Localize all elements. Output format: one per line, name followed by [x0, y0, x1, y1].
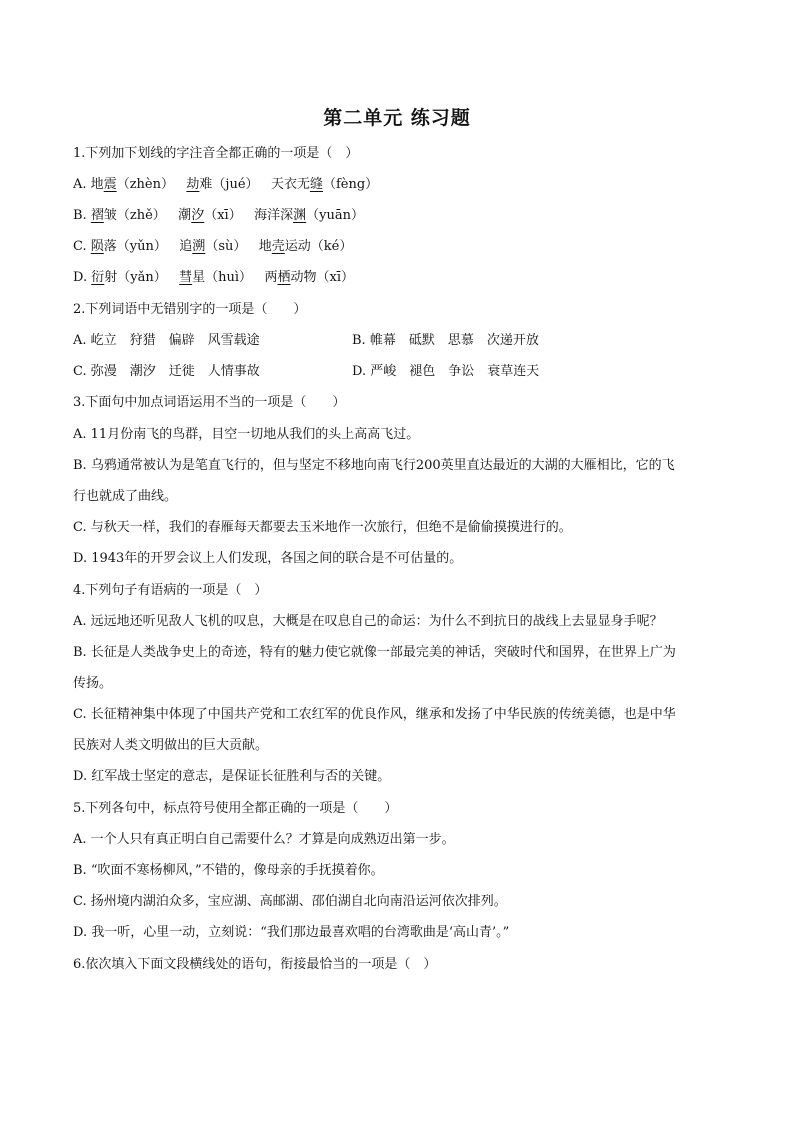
- underlined-char: 震: [103, 177, 117, 192]
- question-5-option-d: D. 我一听，心里一动，立刻说：“我们那边最喜欢唱的台湾歌曲是‘高山青’。”: [73, 925, 510, 940]
- question-6-stem: 6.依次填入下面文段横线处的语句，衔接最恰当的一项是（ ）: [73, 957, 437, 972]
- question-2-option-c: C. 弥漫 潮汐 迁徙 人情事故: [73, 364, 260, 379]
- question-2-option-a: A. 屹立 狩猎 偏辟 风雪载途: [73, 333, 260, 348]
- underlined-char: 褶: [90, 208, 104, 223]
- question-3-stem: 3.下面句中加点词语运用不当的一项是（ ）: [73, 395, 346, 410]
- question-1-option-d: D. 衍射（yǎn） 彗星（huì） 两栖动物（xī）: [73, 270, 354, 285]
- underlined-char: 栖: [277, 270, 291, 285]
- question-3-option-d: D. 1943年的开罗会议上人们发现，各国之间的联合是不可估量的。: [73, 551, 463, 566]
- question-1-option-b: B. 褶皱（zhě） 潮汐（xī） 海洋深渊（yuān）: [73, 208, 364, 223]
- underlined-char: 缝: [309, 177, 323, 192]
- question-2-option-b: B. 帷幕 砥默 思慕 次递开放: [352, 333, 539, 348]
- question-4-option-b-line2: 传扬。: [73, 676, 113, 691]
- question-5-option-b: B. “吹面不寒杨柳风，”不错的，像母亲的手抚摸着你。: [73, 863, 384, 878]
- question-4-option-c-line2: 民族对人类文明做出的巨大贡献。: [73, 738, 269, 753]
- question-3-option-b-line1: B. 乌鸦通常被认为是笔直飞行的，但与坚定不移地向南飞行200英里直达最近的大湖的大雁相比，它的飞: [73, 458, 675, 473]
- question-1-option-c: C. 陨落（yǔn） 追溯（sù） 地壳运动（ké）: [73, 239, 353, 254]
- question-5-option-a: A. 一个人只有真正明白自己需要什么？才算是向成熟迈出第一步。: [73, 832, 455, 847]
- underlined-char: 彗: [179, 270, 193, 285]
- underlined-char: 壳: [271, 239, 285, 254]
- question-1-option-a: A. 地震（zhèn） 劫难（jué） 天衣无缝（fèng）: [73, 177, 379, 192]
- question-4-option-b-line1: B. 长征是人类战争史上的奇迹，特有的魅力使它就像一部最完美的神话，突破时代和国界，在世界上广为: [73, 645, 676, 660]
- underlined-char: 衍: [91, 270, 105, 285]
- question-2-stem: 2.下列词语中无错别字的一项是（ ）: [73, 302, 307, 317]
- page-title: 第二单元 练习题: [323, 107, 471, 129]
- question-2-option-d: D. 严峻 褪色 争讼 衰草连天: [352, 364, 540, 379]
- question-4-option-a: A. 远远地还听见敌人飞机的叹息，大概是在叹息自己的命运：为什么不到抗日的战线上去显显身手呢？: [73, 614, 663, 629]
- question-3-option-c: C. 与秋天一样，我们的春雁每天都要去玉米地作一次旅行，但绝不是偷偷摸摸进行的。: [73, 520, 572, 535]
- question-3-option-a: A. 11月份南飞的鸟群，目空一切地从我们的头上高高飞过。: [73, 427, 420, 442]
- question-5-option-c: C. 扬州境内湖泊众多，宝应湖、高邮湖、邵伯湖自北向南沿运河依次排列。: [73, 894, 507, 909]
- question-3-option-b-line2: 行也就成了曲线。: [73, 489, 178, 504]
- question-4-option-c-line1: C. 长征精神集中体现了中国共产党和工农红军的优良作风，继承和发扬了中华民族的传统美德，也是中华: [73, 707, 676, 722]
- underlined-char: 劫: [186, 177, 200, 192]
- question-5-stem: 5.下列各句中，标点符号使用全都正确的一项是（ ）: [73, 801, 398, 816]
- underlined-char: 汐: [191, 208, 205, 223]
- underlined-char: 陨: [90, 239, 104, 254]
- question-4-stem: 4.下列句子有语病的一项是（ ）: [73, 583, 268, 598]
- question-1-stem: 1.下列加下划线的字注音全都正确的一项是（ ）: [73, 146, 359, 161]
- underlined-char: 溯: [192, 239, 206, 254]
- question-4-option-d: D. 红军战士坚定的意志，是保证长征胜利与否的关键。: [73, 769, 391, 784]
- underlined-char: 渊: [293, 208, 307, 223]
